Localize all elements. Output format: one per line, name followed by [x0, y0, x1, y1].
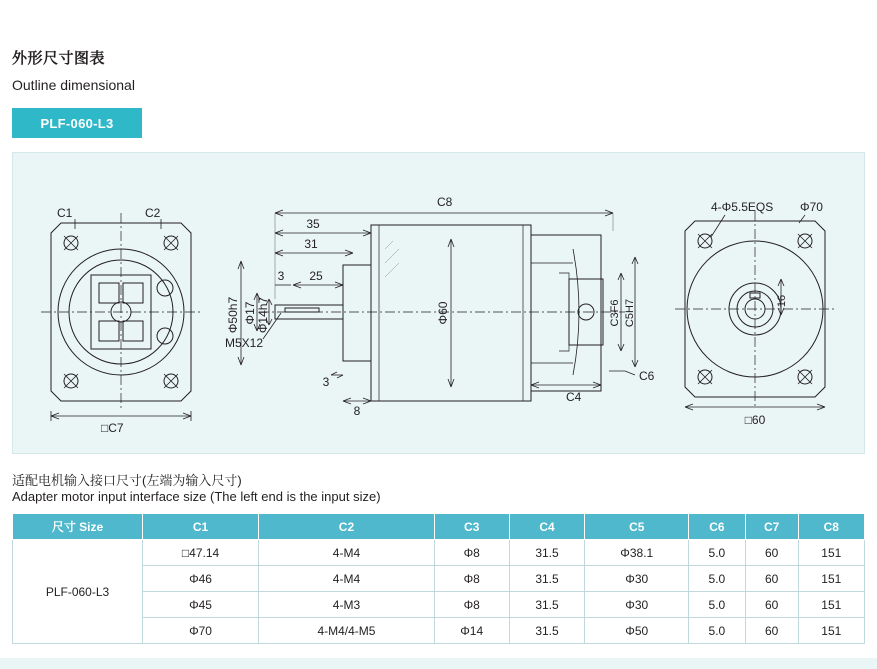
col-c3: C3	[434, 514, 509, 540]
dim-3-bottom: 3	[322, 375, 330, 389]
cell-c6: 5.0	[689, 540, 746, 566]
cell-c5: Φ50	[585, 618, 689, 644]
table-row	[13, 540, 865, 566]
cell-c8: 151	[798, 566, 864, 592]
label-c2: C2	[145, 206, 161, 220]
cell-c8: 151	[798, 618, 864, 644]
motor-adapter	[531, 235, 601, 391]
cell-c1: Φ45	[143, 592, 259, 618]
cell-c6: 5.0	[689, 566, 746, 592]
dim-dia-14h7: Φ14h7	[256, 296, 270, 334]
table-caption-cn: 适配电机输入接口尺寸(左端为输入尺寸)	[12, 473, 242, 488]
row-model: PLF-060-L3	[13, 540, 143, 644]
model-tag: PLF-060-L3	[12, 108, 142, 138]
cell-c4: 31.5	[509, 540, 585, 566]
dim-3-top: 3	[277, 269, 285, 283]
col-c4: C4	[509, 514, 585, 540]
label-c5h7: C5H7	[624, 298, 636, 328]
cell-c3: Φ8	[434, 566, 509, 592]
col-c2: C2	[259, 514, 435, 540]
label-c3f6: C3F6	[609, 299, 621, 327]
drawing-panel	[12, 152, 865, 454]
cell-c7: 60	[745, 540, 798, 566]
cell-c4: 31.5	[509, 618, 585, 644]
cell-c3: Φ14	[434, 618, 509, 644]
col-c6: C6	[689, 514, 746, 540]
cell-c4: 31.5	[509, 566, 585, 592]
col-c7: C7	[745, 514, 798, 540]
col-c8: C8	[798, 514, 864, 540]
table-caption-en: Adapter motor input interface size (The left end is the input size)	[12, 489, 381, 504]
cell-c8: 151	[798, 540, 864, 566]
label-m5x12: M5X12	[225, 336, 264, 350]
cell-c5: Φ38.1	[585, 540, 689, 566]
label-c4: C4	[566, 390, 582, 404]
cell-c7: 60	[745, 618, 798, 644]
cell-c5: Φ30	[585, 592, 689, 618]
cell-c8: 151	[798, 592, 864, 618]
cell-c1: □47.14	[143, 540, 259, 566]
cell-c5: Φ30	[585, 566, 689, 592]
col-size: 尺寸 Size	[13, 514, 143, 540]
dim-25: 25	[309, 269, 323, 283]
bottom-accent-bar	[0, 658, 877, 669]
cell-c7: 60	[745, 566, 798, 592]
cell-c1: Φ46	[143, 566, 259, 592]
cell-c3: Φ8	[434, 592, 509, 618]
label-c6: C6	[639, 369, 655, 383]
cell-c6: 5.0	[689, 618, 746, 644]
dim-dia-60: Φ60	[436, 301, 450, 325]
label-c7: □C7	[101, 421, 124, 435]
dim-16: 16	[776, 294, 788, 308]
col-c1: C1	[143, 514, 259, 540]
dim-dia-17: Φ17	[243, 301, 257, 325]
outline-drawing	[13, 153, 866, 455]
cell-c7: 60	[745, 592, 798, 618]
cell-c2: 4-M4	[259, 540, 435, 566]
label-dia-70: Φ70	[800, 200, 823, 214]
cell-c4: 31.5	[509, 592, 585, 618]
label-c1: C1	[57, 206, 73, 220]
cell-c1: Φ70	[143, 618, 259, 644]
cell-c6: 5.0	[689, 592, 746, 618]
label-square-60: □60	[744, 413, 766, 427]
cell-c2: 4-M4	[259, 566, 435, 592]
input-flange	[343, 265, 371, 361]
dim-8: 8	[353, 404, 361, 418]
label-4-holes: 4-Φ5.5EQS	[711, 200, 774, 214]
label-c8: C8	[437, 195, 453, 209]
page-title-en: Outline dimensional	[12, 77, 135, 93]
cell-c2: 4-M3	[259, 592, 435, 618]
spec-table	[12, 513, 865, 644]
cell-c3: Φ8	[434, 540, 509, 566]
dim-dia-50h7: Φ50h7	[226, 296, 240, 334]
dim-35: 35	[306, 217, 320, 231]
col-c5: C5	[585, 514, 689, 540]
table-header-row	[13, 514, 865, 540]
cell-c2: 4-M4/4-M5	[259, 618, 435, 644]
dim-31: 31	[304, 237, 318, 251]
page-title-cn: 外形尺寸图表	[12, 50, 106, 67]
